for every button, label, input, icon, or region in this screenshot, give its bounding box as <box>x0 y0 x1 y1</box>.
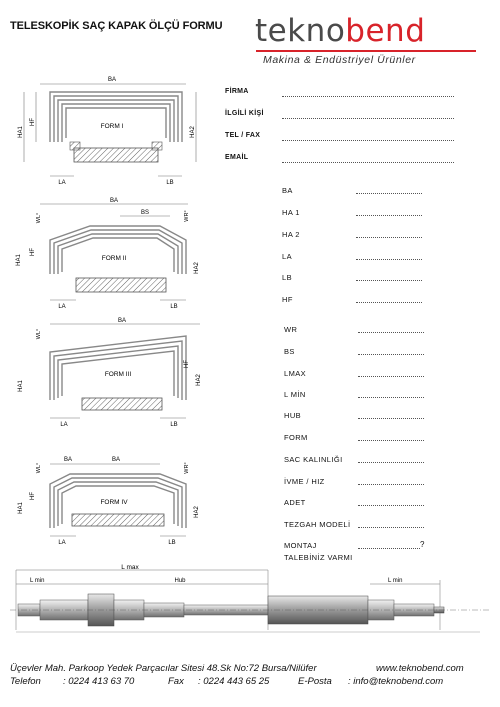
form-4-lb-label: LB <box>168 540 176 546</box>
field-label-hub: HUB <box>284 411 302 420</box>
form-2-bs-label: BS <box>140 210 150 216</box>
field-label-tel-fax: TEL / FAX <box>225 132 261 139</box>
tele-hub-label: Hub <box>174 578 186 584</box>
field-line-ha1[interactable] <box>356 215 422 216</box>
footer-email-label: E-Posta <box>298 676 332 687</box>
form-4-name: FORM IV <box>100 499 128 506</box>
form-2-ha2-label: HA2 <box>194 262 200 274</box>
field-line-ba[interactable] <box>356 193 422 194</box>
tele-lmin-left-label: L min <box>30 578 45 584</box>
field-line-email[interactable] <box>282 162 454 163</box>
form-4-diagram <box>10 448 210 548</box>
field-label-ha1: HA 1 <box>282 208 300 217</box>
field-line-montaj[interactable] <box>358 548 420 549</box>
form-3-la-label: LA <box>60 422 68 428</box>
field-label-ba: BA <box>282 186 293 195</box>
field-line-adet[interactable] <box>358 505 424 506</box>
form-2-hf-label: HF <box>30 248 36 256</box>
form-1-name: FORM I <box>100 123 124 130</box>
form-3-wl-label: WL° <box>36 328 42 340</box>
form-3-lb-label: LB <box>170 422 178 428</box>
form-4-la-label: LA <box>58 540 66 546</box>
form-1-lb-label: LB <box>166 180 174 186</box>
field-line-ivme-hiz[interactable] <box>358 484 424 485</box>
logo-subtitle: Makina & Endüstriyel Ürünler <box>263 54 416 66</box>
telescopic-cover-diagram <box>10 560 490 652</box>
field-label-firma: FİRMA <box>225 88 249 95</box>
footer-tel-value: : 0224 413 63 70 <box>63 676 135 687</box>
form-1-ba-label: BA <box>107 77 117 83</box>
form-2-la-label: LA <box>58 304 66 310</box>
footer-fax-label: Fax <box>168 676 184 687</box>
form-4-wr-label: WR° <box>184 462 190 474</box>
form-4-hf-label: HF <box>30 492 36 500</box>
field-label-lb: LB <box>282 273 292 282</box>
form-2-lb-label: LB <box>170 304 178 310</box>
form-2-wr-label: WR° <box>184 210 190 222</box>
form-4-ha2-label: HA2 <box>194 506 200 518</box>
form-3-hf-label: HF <box>184 360 190 368</box>
field-label-montaj: MONTAJ <box>284 541 317 550</box>
field-line-wr[interactable] <box>358 332 424 333</box>
brand-logo <box>255 14 425 48</box>
form-2-ha1-label: HA1 <box>16 254 22 266</box>
form-1-ha2-label: HA2 <box>190 126 196 138</box>
field-label-montaj-2: TALEBİNİZ VARMI <box>284 553 353 562</box>
field-line-firma[interactable] <box>282 96 454 97</box>
form-3-name: FORM III <box>104 371 132 378</box>
field-line-tezgah-modeli[interactable] <box>358 527 424 528</box>
field-label-ha2: HA 2 <box>282 230 300 239</box>
footer-address: Üçevler Mah. Parkoop Yedek Parçacılar Sitesi 48.Sk No:72 Bursa/Nilüfer <box>10 663 317 674</box>
field-line-tel-fax[interactable] <box>282 140 454 141</box>
field-label-lmax: LMAX <box>284 369 307 378</box>
field-label-la: LA <box>282 252 292 261</box>
form-2-diagram <box>10 194 210 312</box>
field-label-hf: HF <box>282 295 293 304</box>
footer-tel-label: Telefon <box>10 676 41 687</box>
field-line-form[interactable] <box>358 440 424 441</box>
footer-email-value[interactable]: : info@teknobend.com <box>348 676 444 687</box>
field-line-hub[interactable] <box>358 418 424 419</box>
field-line-la[interactable] <box>356 259 422 260</box>
form-2-ba-label: BA <box>109 198 119 204</box>
field-line-sac-kalinligi[interactable] <box>358 462 424 463</box>
form-3-diagram <box>10 314 210 432</box>
field-line-ha2[interactable] <box>356 237 422 238</box>
form-3-ha2-label: HA2 <box>196 374 202 386</box>
field-label-lmin: L MİN <box>284 390 306 399</box>
form-2-name: FORM II <box>101 255 127 262</box>
form-1-hf-label: HF <box>30 118 36 126</box>
montaj-question-mark: ? <box>420 540 425 549</box>
field-label-form: FORM <box>284 433 308 442</box>
page-title: TELESKOPİK SAÇ KAPAK ÖLÇÜ FORMU <box>10 20 223 32</box>
field-line-bs[interactable] <box>358 354 424 355</box>
form-4-ba2-label: BA <box>111 457 121 463</box>
tele-lmax-label: L max <box>121 564 139 571</box>
form-4-ha1-label: HA1 <box>18 502 24 514</box>
footer-fax-value: : 0224 443 65 25 <box>198 676 270 687</box>
field-label-sac-kalinligi: SAC KALINLIĞI <box>284 455 343 464</box>
footer-website-link[interactable]: www.teknobend.com <box>376 663 464 674</box>
field-line-hf[interactable] <box>356 302 422 303</box>
logo-part-bend: bend <box>345 13 426 49</box>
tele-lmin-right-label: L min <box>388 578 403 584</box>
form-3-ha1-label: HA1 <box>18 380 24 392</box>
field-label-ilgili-kisi: İLGİLİ KİŞİ <box>225 110 264 117</box>
field-line-lmax[interactable] <box>358 376 424 377</box>
form-4-ba1-label: BA <box>63 457 73 463</box>
form-1-la-label: LA <box>58 180 66 186</box>
field-line-lmin[interactable] <box>358 397 424 398</box>
logo-underline <box>256 50 476 52</box>
form-1-ha1-label: HA1 <box>18 126 24 138</box>
form-1-diagram <box>14 72 210 190</box>
field-label-bs: BS <box>284 347 295 356</box>
field-label-ivme-hiz: İVME / HIZ <box>284 477 325 486</box>
field-label-tezgah-modeli: TEZGAH MODELİ <box>284 520 351 529</box>
field-label-email: EMAİL <box>225 154 249 161</box>
field-label-wr: WR <box>284 325 298 334</box>
field-line-lb[interactable] <box>356 280 422 281</box>
form-4-wl-label: WL° <box>36 462 42 474</box>
form-2-wl-label: WL° <box>36 212 42 224</box>
logo-part-tekno: tekno <box>255 13 346 49</box>
field-line-ilgili-kisi[interactable] <box>282 118 454 119</box>
form-3-ba-label: BA <box>117 318 127 324</box>
field-label-adet: ADET <box>284 498 306 507</box>
